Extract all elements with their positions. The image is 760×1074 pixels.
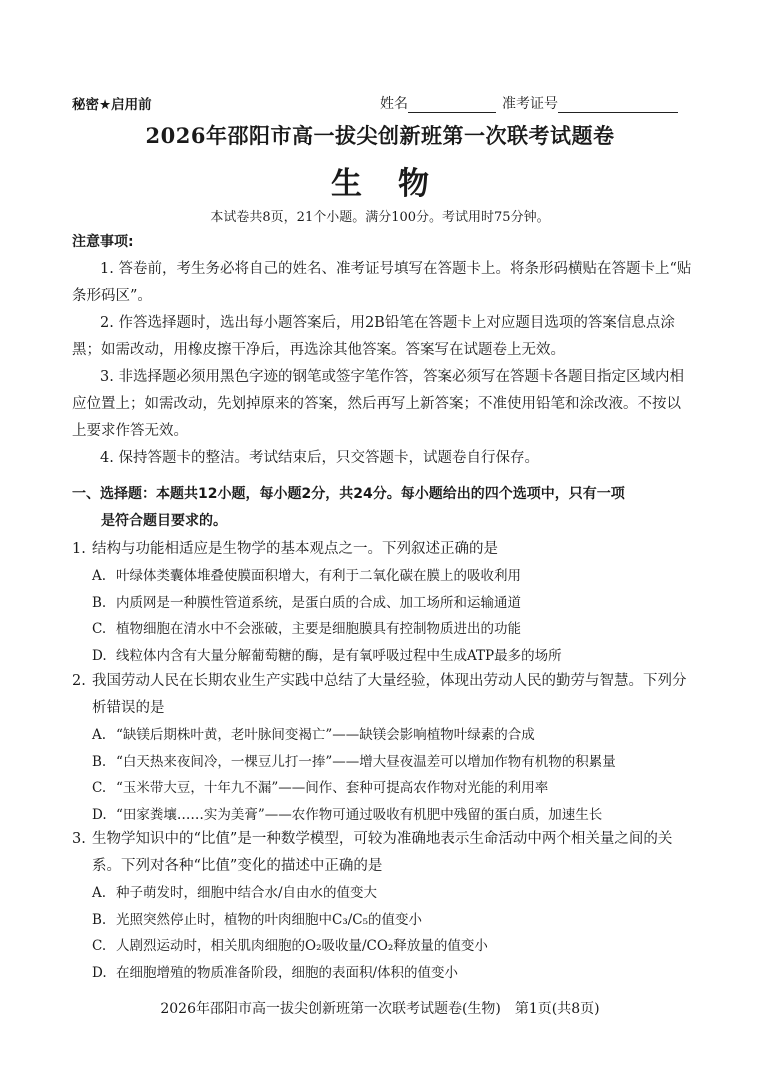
id-label: 准考证号 <box>502 96 558 112</box>
note-item: 1. 答卷前，考生务必将自己的姓名、准考证号填写在答题卡上。将条形码横贴在答题卡上“贴条形码区”。 <box>72 261 692 304</box>
option-b: B. 光照突然停止时，植物的叶肉细胞中C₃/C₅的值变小 <box>92 911 423 928</box>
note-item: 3. 非选择题必须用黑色字迹的钢笔或签字笔作答，答案必须写在答题卡各题目指定区域内相应位置上；如需改动，先划掉原来的答案，然后再写上新答案；不准使用铅笔和涂改液。不按以上要求作答无效。 <box>72 369 684 439</box>
option-d: D. 线粒体内含有大量分解葡萄糖的酶，是有氧呼吸过程中生成ATP最多的场所 <box>92 647 562 664</box>
candidate-fields <box>380 93 678 113</box>
note-item: 2. 作答选择题时，选出每小题答案后，用2B铅笔在答题卡上对应题目选项的答案信息点涂黑；如需改动，用橡皮擦干净后，再选涂其他答案。答案写在试题卷上无效。 <box>72 315 675 358</box>
section-line-2: 是符合题目要求的。 <box>101 513 227 529</box>
option-b: B. “白天热来夜间冷，一棵豆儿打一捧”——增大昼夜温差可以增加作物有机物的积累量 <box>92 753 616 770</box>
option-d: D. “田家粪壤……实为美膏”——农作物可通过吸收有机肥中残留的蛋白质，加速生长 <box>92 806 603 823</box>
section-line-1: 一、选择题：本题共12小题，每小题2分，共24分。每小题给出的四个选项中，只有一项 <box>72 486 625 502</box>
subject-title: 生物 <box>331 166 465 202</box>
option-b: B. 内质网是一种膜性管道系统，是蛋白质的合成、加工场所和运输通道 <box>92 594 521 611</box>
question-stem: 生物学知识中的“比值”是一种数学模型，可较为准确地表示生命活动中两个相关量之间的关系。下列对各种“比值”变化的描述中正确的是 <box>92 831 673 874</box>
option-d: D. 在细胞增殖的物质准备阶段，细胞的表面积/体积的值变小 <box>92 964 459 981</box>
header-row <box>72 93 690 113</box>
section-heading <box>72 481 692 535</box>
question-stem: 我国劳动人民在长期农业生产实践中总结了大量经验，体现出劳动人民的勤劳与智慧。下列分析错误的是 <box>92 673 687 716</box>
secret-label: 秘密★启用前 <box>72 97 152 113</box>
question-2 <box>72 668 694 828</box>
question-1 <box>72 536 694 669</box>
name-field[interactable] <box>408 98 496 113</box>
question-stem: 结构与功能相适应是生物学的基本观点之一。下列叙述正确的是 <box>92 541 498 557</box>
exam-title: 2026年邵阳市高一拔尖创新班第一次联考试题卷 <box>145 123 615 148</box>
option-c: C. 人剧烈运动时，相关肌肉细胞的O₂吸收量/CO₂释放量的值变小 <box>92 938 488 954</box>
option-a: A. 叶绿体类囊体堆叠使膜面积增大，有利于二氧化碳在膜上的吸收利用 <box>92 568 521 584</box>
id-field[interactable] <box>558 98 678 113</box>
name-label: 姓名 <box>380 96 408 112</box>
question-number: 2. <box>72 673 86 689</box>
option-a: A. “缺镁后期株叶黄，老叶脉间变褐亡”——缺镁会影响植物叶绿素的合成 <box>92 727 535 743</box>
note-item: 4. 保持答题卡的整洁。考试结束后，只交答题卡，试题卷自行保存。 <box>100 450 539 466</box>
notes-list <box>72 256 692 472</box>
option-c: C. 植物细胞在清水中不会涨破，主要是细胞膜具有控制物质进出的功能 <box>92 621 521 637</box>
question-3 <box>72 826 694 986</box>
option-c: C. “玉米带大豆，十年九不漏”——间作、套种可提高农作物对光能的利用率 <box>92 780 549 796</box>
option-a: A. 种子萌发时，细胞中结合水/自由水的值变大 <box>92 885 378 901</box>
page-footer: 2026年邵阳市高一拔尖创新班第一次联考试题卷(生物) 第1页(共8页) <box>160 1001 600 1017</box>
question-number: 3. <box>72 831 86 847</box>
exam-info: 本试卷共8页，21个小题。满分100分。考试用时75分钟。 <box>210 210 550 225</box>
question-number: 1. <box>72 541 86 557</box>
notes-heading: 注意事项: <box>72 234 134 250</box>
